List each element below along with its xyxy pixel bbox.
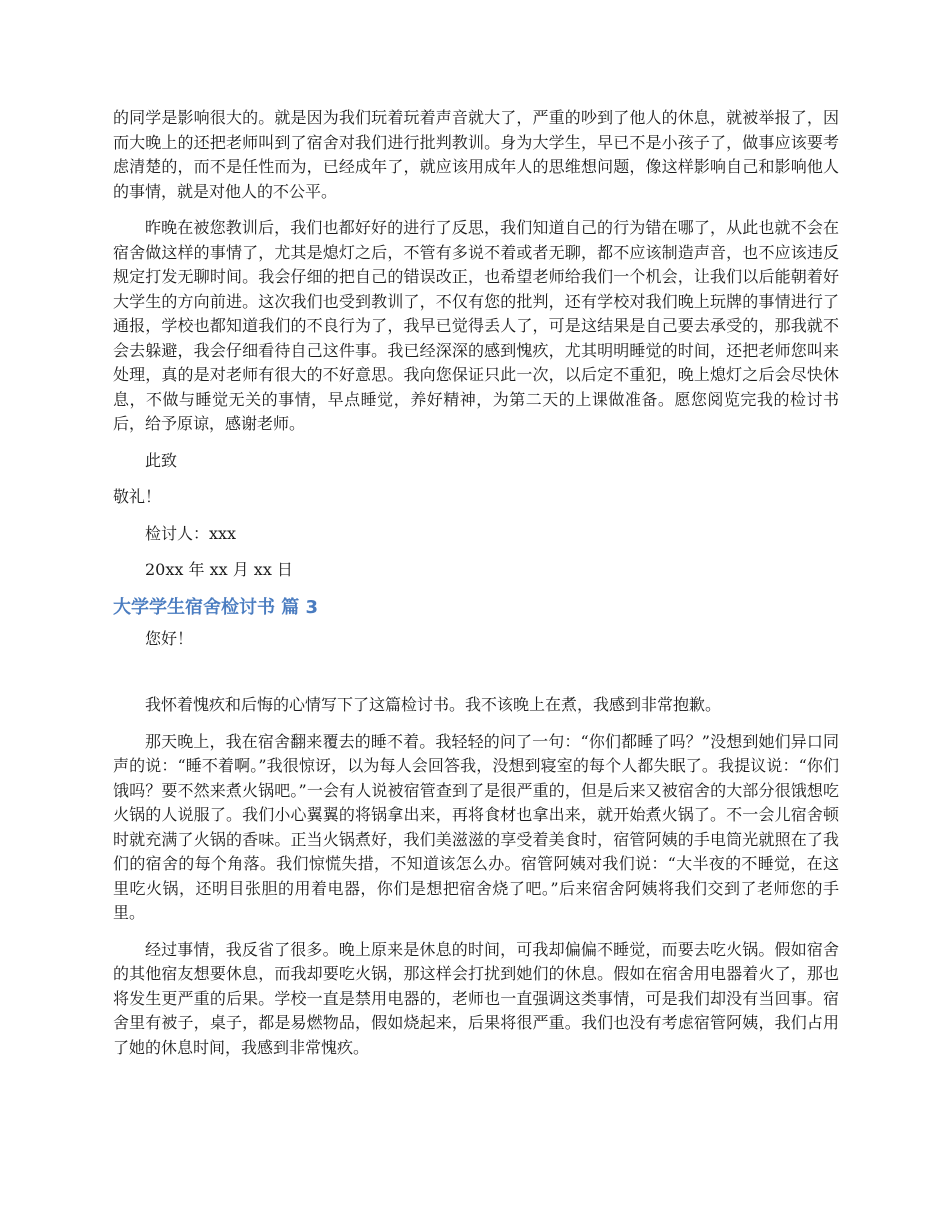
author-line: 检讨人：xxx — [145, 523, 237, 543]
date-line: 20xx 年 xx 月 xx 日 — [145, 560, 293, 579]
paragraph: 昨晚在被您教训后，我们也都好好的进行了反思，我们知道自己的行为错在哪了，从此也就不会在宿舍做这样的事情了，尤其是熄灯之后，不管有多说不着或者无聊，都不应该制造声音，也不应该违反规定打发无聊时间。我会仔细的把自己的错误改正，也希望老师给我们一个机会，让我们以后能朝着好大学生的方向前进。这次我们也受到教训了，不仅有您的批判，还有学校对我们晚上玩牌的事情进行了通报，学校也都知道我们的不良行为了，我早已觉得丢人了，可是这结果是自己要去承受的，那我就不会去躲避，我会仔细看待自己这件事。我已经深深的感到愧疚，尤其明明睡觉的时间，还把老师您叫来处理，真的是对老师有很大的不好意思。我向您保证只此一次，以后定不重犯，晚上熄灯之后会尽快休息，不做与睡觉无关的事情，早点睡觉，养好精神，为第二天的上课做准备。愿您阅览完我的检讨书后，给予原谅，感谢老师。 — [113, 218, 839, 433]
paragraph: 我怀着愧疚和后悔的心情写下了这篇检讨书。我不该晚上在煮，我感到非常抱歉。 — [145, 695, 722, 714]
paragraph: 的同学是影响很大的。就是因为我们玩着玩着声音就大了，严重的吵到了他人的休息，就被举报了，因而大晚上的还把老师叫到了宿舍对我们进行批判教训。身为大学生，早已不是小孩子了，做事应该要考虑清楚的，而不是任性而为，已经成年了，就应该用成年人的思维想问题，像这样影响自己和影响他人的事情，就是对他人的不公平。 — [113, 108, 839, 201]
paragraph: 经过事情，我反省了很多。晚上原来是休息的时间，可我却偏偏不睡觉，而要去吃火锅。假如宿舍的其他宿友想要休息，而我却要吃火锅，那这样会打扰到她们的休息。假如在宿舍用电器着火了，那也将发生更严重的后果。学校一直是禁用电器的，老师也一直强调这类事情，可是我们却没有当回事。宿舍里有被子，桌子，都是易燃物品，假如烧起来，后果将很严重。我们也没有考虑宿管阿姨，我们占用了她的休息时间，我感到非常愧疚。 — [113, 939, 839, 1057]
blank-spacer — [113, 663, 839, 693]
paragraph: 那天晚上，我在宿舍翻来覆去的睡不着。我轻轻的问了一句：“你们都睡了吗？”没想到她们异口同声的说：“睡不着啊。”我很惊讶，以为每人会回答我，没想到寝室的每个人都失眠了。我提议说：“你们饿吗？要不然来煮火锅吧。”一会有人说被宿管查到了是很严重的，但是后来又被宿舍的大部分很饿想吃火锅的人说服了。我们小心翼翼的将锅拿出来，再将食材也拿出来，就开始煮火锅了。不一会儿宿舍顿时就充满了火锅的香味。正当火锅煮好，我们美滋滋的享受着美食时，宿管阿姨的手电筒光就照在了我们的宿舍的每个角落。我们惊慌失措，不知道该怎么办。宿管阿姨对我们说：“大半夜的不睡觉，在这里吃火锅，还明目张胆的用着电器，你们是想把宿舍烧了吧。”后来宿舍阿姨将我们交到了老师您的手里。 — [113, 731, 839, 922]
section-title: 大学学生宿舍检讨书 篇 3 — [113, 596, 319, 618]
greeting: 您好！ — [145, 628, 194, 648]
closing-jing-li: 敬礼！ — [113, 487, 162, 506]
document-page — [113, 106, 839, 1072]
closing-ci-zhi: 此致 — [145, 450, 178, 470]
